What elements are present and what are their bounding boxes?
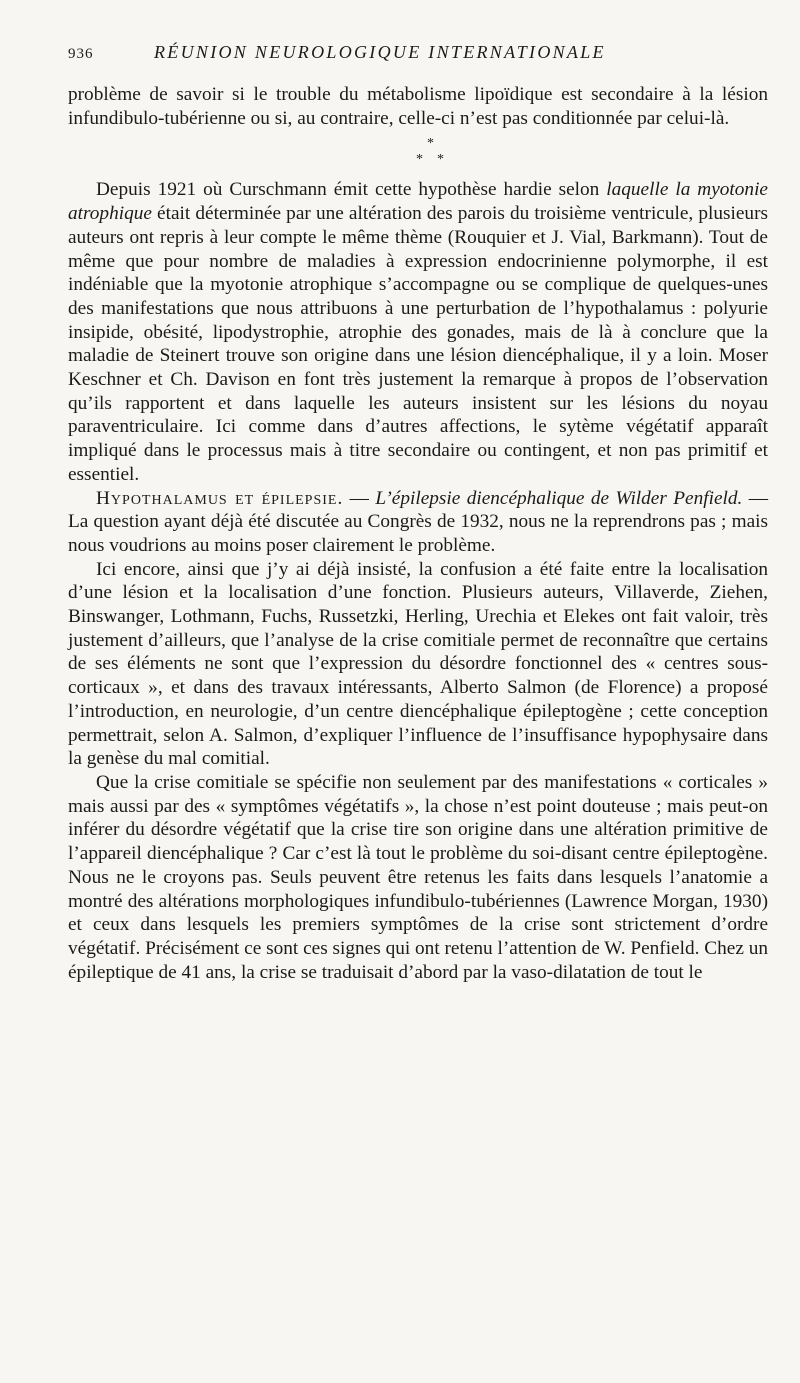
page-number: 936 bbox=[68, 46, 94, 62]
heading-dash: — bbox=[343, 487, 376, 509]
section-subtitle: L’épilepsie diencéphalique de Wilder Penfield. bbox=[375, 487, 743, 509]
asterism-star: * bbox=[416, 152, 423, 168]
asterism-star: * bbox=[437, 152, 444, 168]
paragraph-2-start: Depuis 1921 où Curschmann émit cette hypothèse hardie selon bbox=[96, 179, 607, 201]
paragraph-3 bbox=[68, 487, 768, 558]
running-title: RÉUNION NEUROLOGIQUE INTERNATIONALE bbox=[154, 42, 606, 62]
paragraph-4: Ici encore, ainsi que j’y ai déjà insisté, la confusion a été faite entre la localisation d’une lésion et la localisation d’une fonction. Plusieurs auteurs, Villaverde, Ziehen, Binswanger, Lothmann, Fuchs, Russetzki, Herling, Urechia et Elekes ont fait valoir, très justement d’ailleurs, que l’analyse de la crise comitiale permet de reconnaître que certains de ses éléments ne sont que l’expression du désordre fonctionnel des « centres sous-corticaux », et dans des travaux intéressants, Alberto Salmon (de Florence) a proposé l’introduction, en neurologie, d’un centre diencéphalique épileptogène ; cette conception permettrait, selon A. Salmon, d’expliquer l’influence de l’insuffisance hypophysaire dans la genèse du mal comitial. bbox=[68, 558, 768, 770]
asterism-star: * bbox=[427, 136, 434, 152]
paragraph-3-rest: — La question ayant déjà été discutée au Congrès de 1932, nous ne la reprendrons pas ; mais nous voudrions au moins poser clairement le problème. bbox=[68, 487, 768, 556]
running-header bbox=[68, 42, 768, 63]
section-heading: Hypothalamus et épilepsie. bbox=[96, 487, 344, 509]
paragraph-2 bbox=[68, 178, 768, 486]
paragraph-5: Que la crise comitiale se spécifie non seulement par des manifestations « corticales » mais aussi par des « symptômes végétatifs », la chose n’est point douteuse ; mais peut-on inférer du désordre végétatif que la crise tire son origine dans une altération primitive de l’appareil diencéphalique ? Car c’est là tout le problème du soi-disant centre épileptogène. Nous ne le croyons pas. Seuls peuvent être retenus les faits dans lesquels l’anatomie a montré des altérations morphologiques infundibulo-tubériennes (Lawrence Morgan, 1930) et ceux dans lesquels les premiers symptômes de la crise sont strictement d’ordre végétatif. Précisément ce sont ces signes qui ont retenu l’attention de W. Penfield. Chez un épileptique de 41 ans, la crise se traduisait d’abord par la vaso-dilatation de tout le bbox=[68, 771, 768, 983]
paragraph-2-italic: laquelle la myotonie atrophique bbox=[68, 179, 768, 225]
asterism-separator bbox=[68, 130, 768, 178]
paragraph-2-rest: était déterminée par une altération des parois du troisième ventricule, plusieurs auteurs ont repris à leur compte le même thème (Rouquier et J. Vial, Barkmann). Tout de même que pour nombre de maladies à expression endocrinienne polymorphe, il est indéniable que la myotonie atrophique s’accompagne ou se complique de quelques-unes des manifestations que nous attribuons à une perturbation de l’hypothalamus : polyurie insipide, obésité, lipodystrophie, atrophie des gonades, mais de là à conclure que la maladie de Steinert trouve son origine dans une lésion diencéphalique, il y a loin. Moser Keschner et Ch. Davison en font très justement la remarque à propos de l’observation qu’ils rapportent et dans laquelle les auteurs insistent sur les lésions du noyau paraventriculaire. Ici comme dans d’autres affections, le sytème végétatif apparaît impliqué dans le processus mais à titre secondaire ou contingent, et non pas primitif et essentiel. bbox=[68, 203, 768, 485]
paragraph-1: problème de savoir si le trouble du métabolisme lipoïdique est secondaire à la lésion infundibulo-tubérienne ou si, au contraire, celle-ci n’est pas conditionnée par celui-là. bbox=[68, 84, 768, 129]
